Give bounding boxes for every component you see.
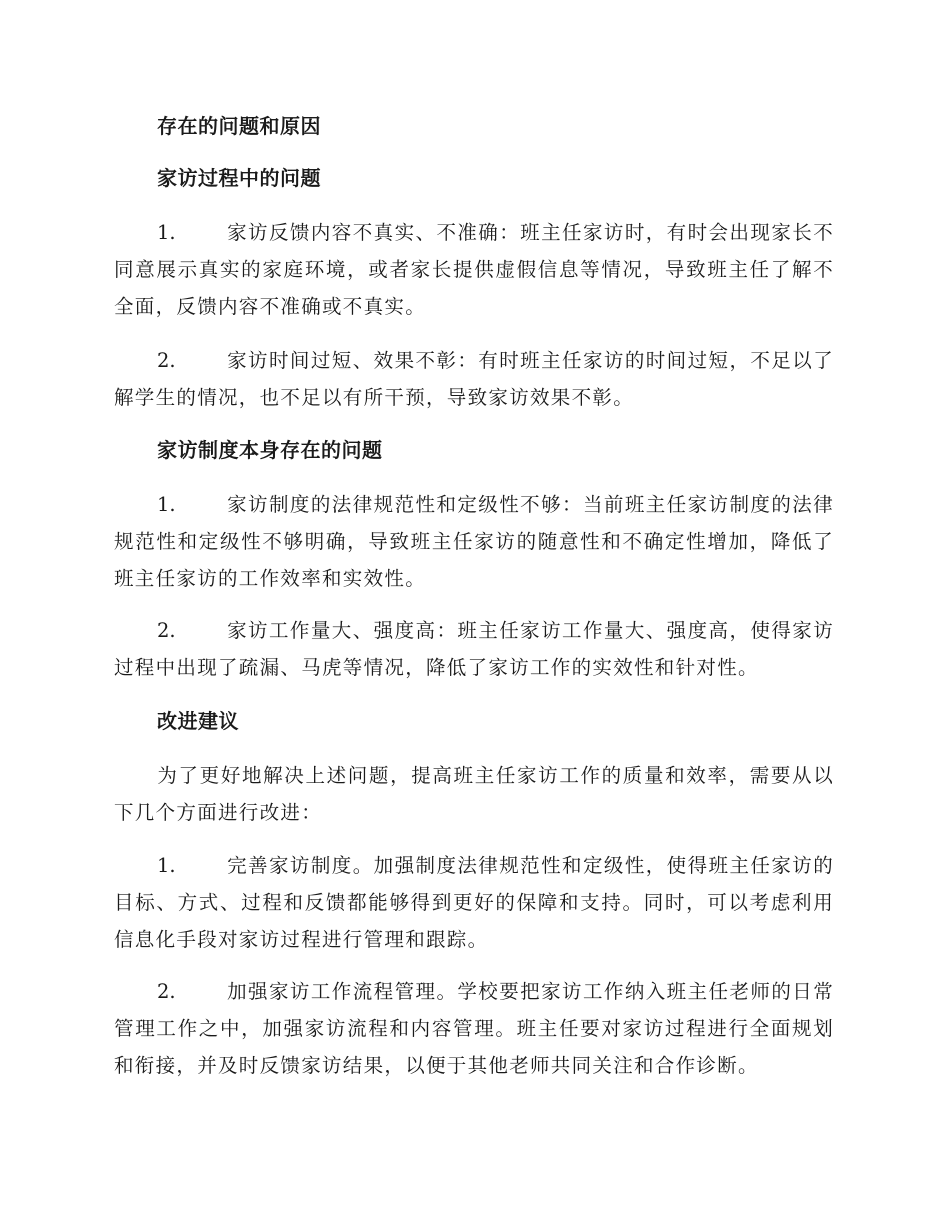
list-item (114, 342, 834, 416)
heading-problems-and-causes: 存在的问题和原因 (157, 114, 321, 138)
intro-text: 为了更好地解决上述问题，提高班主任家访工作的质量和效率，需要从以下几个方面进行改进： (114, 764, 834, 824)
list-item-text: 家访制度的法律规范性和定级性不够：当前班主任家访制度的法律规范性和定级性不够明确，导致班主任家访的随意性和不确定性增加，降低了班主任家访的工作效率和实效性。 (114, 493, 834, 590)
section-title-system-issues: 家访制度本身存在的问题 (157, 438, 383, 462)
list-item-text: 家访工作量大、强度高：班主任家访工作量大、强度高，使得家访过程中出现了疏漏、马虎等情况，降低了家访工作的实效性和针对性。 (114, 619, 834, 679)
list-item-number: 1. (157, 221, 176, 244)
list-item-number: 2. (157, 349, 176, 372)
list-item (114, 486, 834, 597)
list-item-number: 1. (157, 493, 176, 516)
list-item-text: 家访时间过短、效果不彰：有时班主任家访的时间过短，不足以了解学生的情况，也不足以有所干预，导致家访效果不彰。 (114, 349, 834, 409)
list-item-number: 1. (157, 854, 176, 877)
list-item-text: 加强家访工作流程管理。学校要把家访工作纳入班主任老师的日常管理工作之中，加强家访流程和内容管理。班主任要对家访过程进行全面规划和衔接，并及时反馈家访结果，以便于其他老师共同关注和合作诊断。 (114, 980, 834, 1077)
intro-paragraph (114, 757, 834, 831)
list-item-number: 2. (157, 980, 176, 1003)
list-item (114, 973, 834, 1084)
list-item-text: 家访反馈内容不真实、不准确：班主任家访时，有时会出现家长不同意展示真实的家庭环境，或者家长提供虚假信息等情况，导致班主任了解不全面，反馈内容不准确或不真实。 (114, 221, 834, 318)
section-title-visit-process: 家访过程中的问题 (157, 166, 321, 190)
section-title-suggestions: 改进建议 (157, 709, 239, 733)
list-item-number: 2. (157, 619, 176, 642)
list-item (114, 214, 834, 325)
list-item (114, 612, 834, 686)
list-item (114, 847, 834, 958)
list-item-text: 完善家访制度。加强制度法律规范性和定级性，使得班主任家访的目标、方式、过程和反馈都能够得到更好的保障和支持。同时，可以考虑利用信息化手段对家访过程进行管理和跟踪。 (114, 854, 834, 951)
